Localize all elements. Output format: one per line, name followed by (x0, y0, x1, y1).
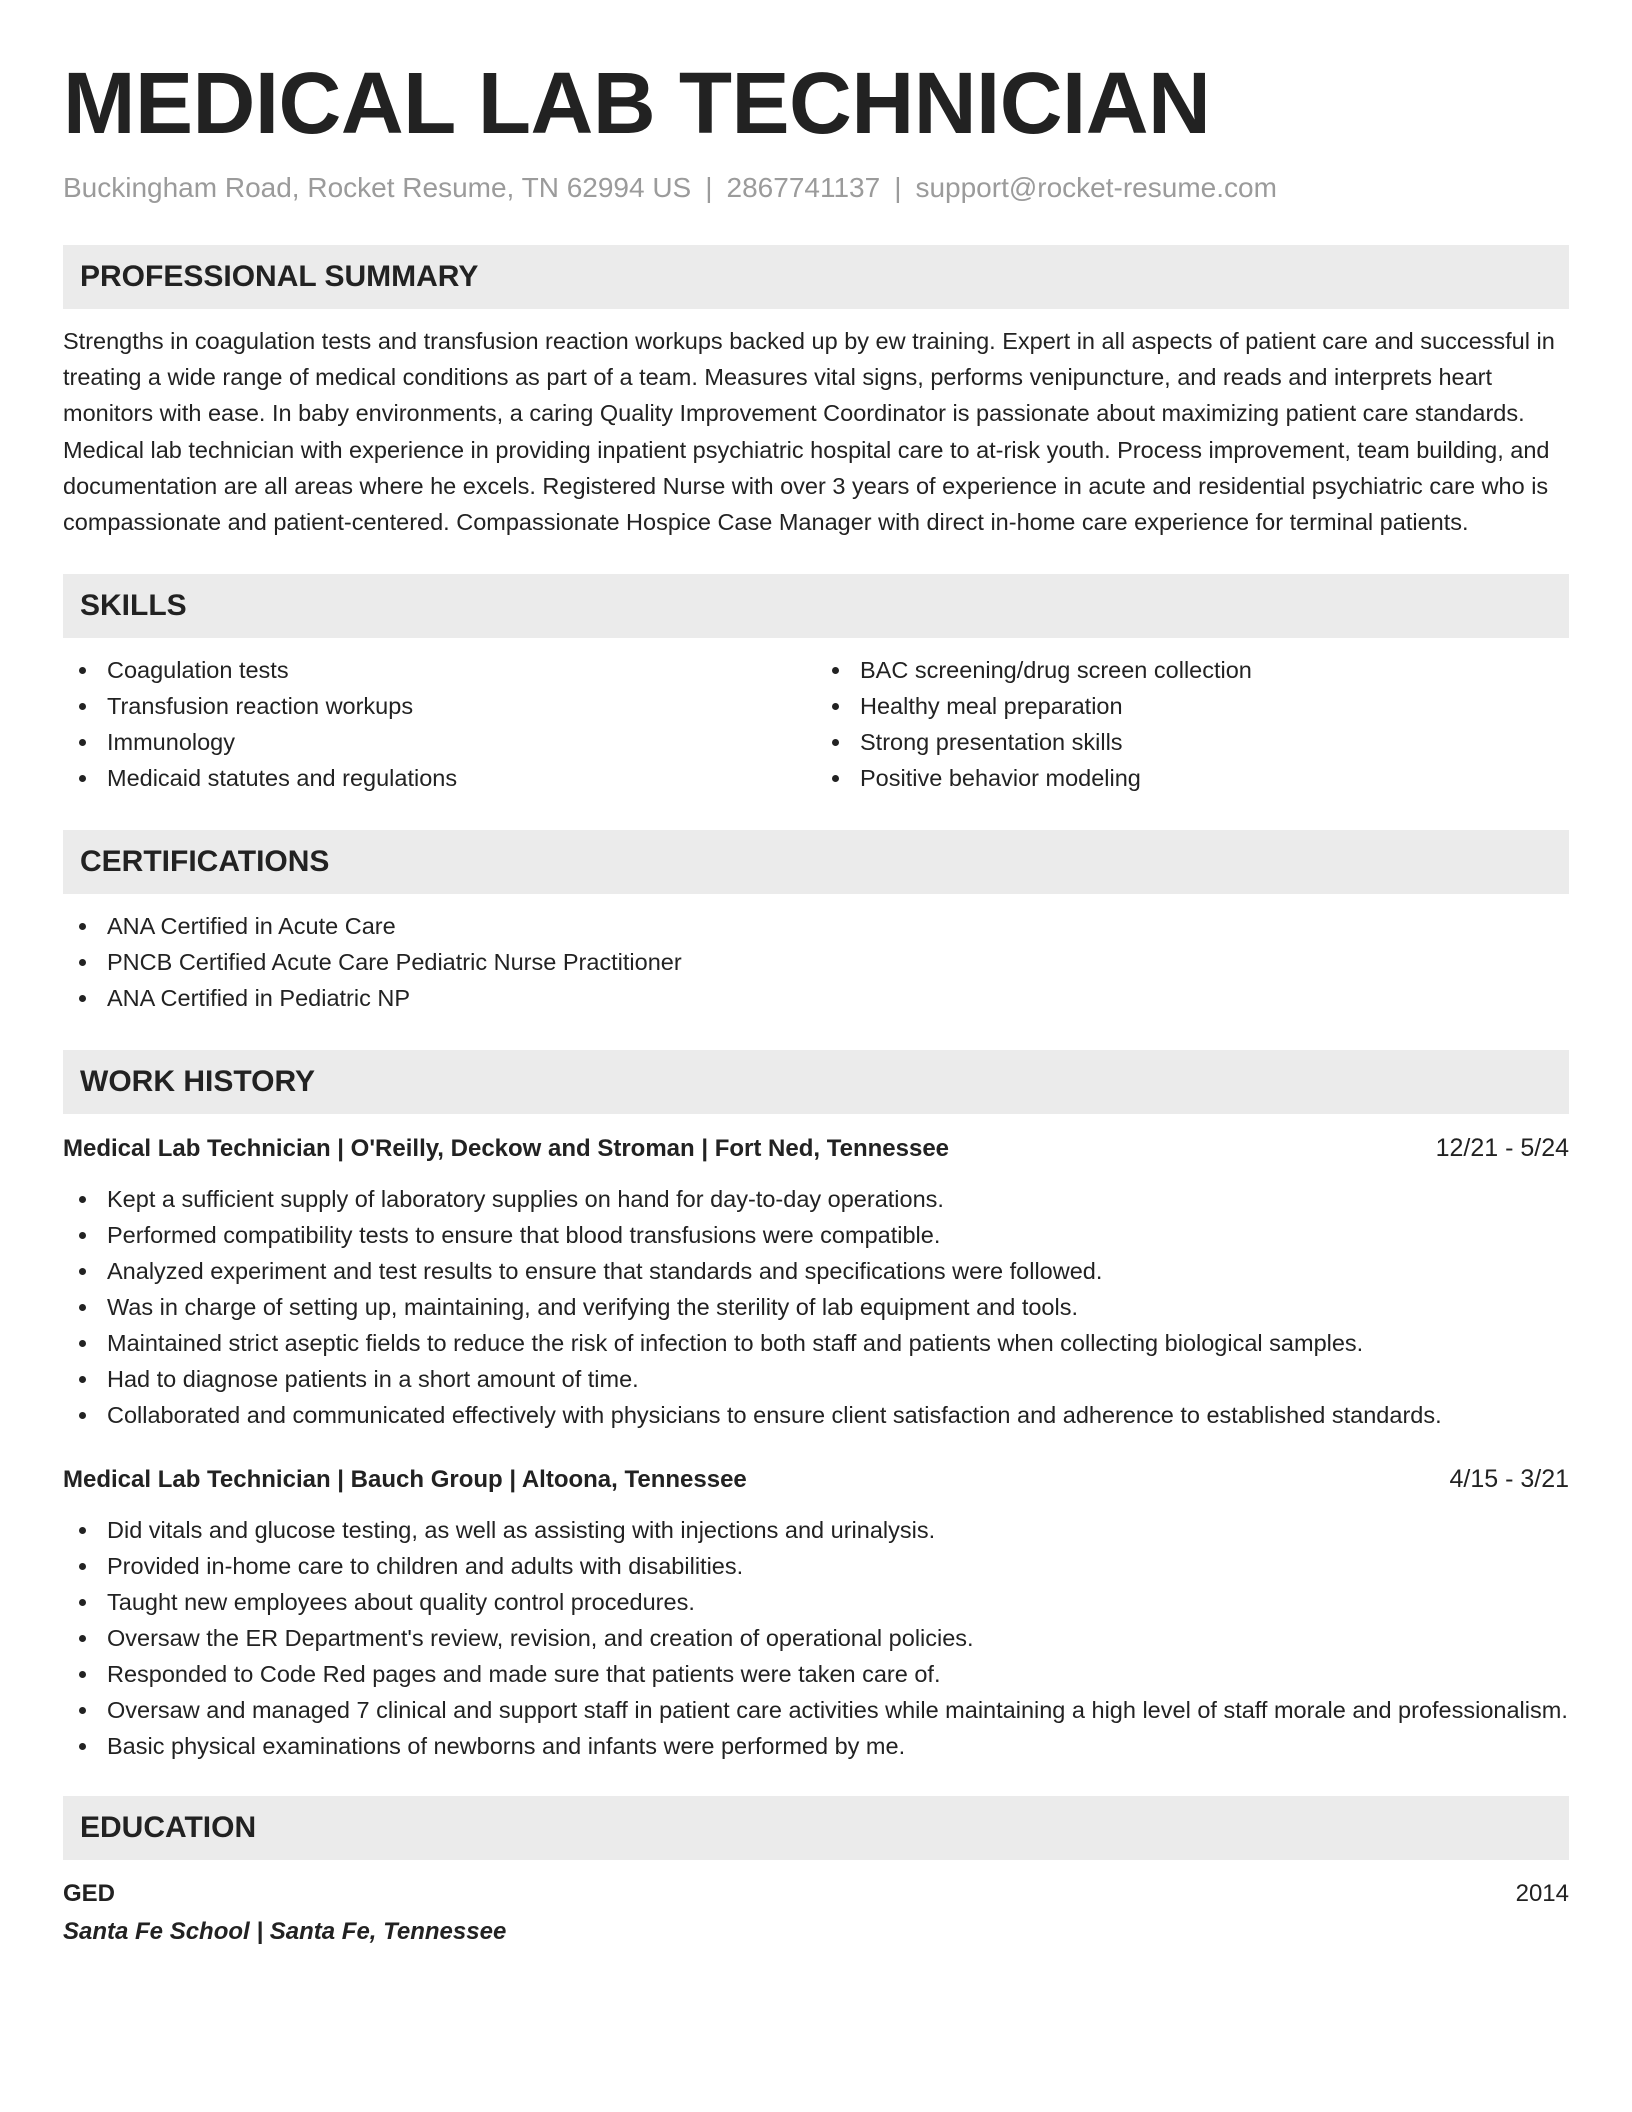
job-entry (63, 1128, 1569, 1433)
skill-item: BAC screening/drug screen collection (816, 652, 1569, 688)
skills-column-right (816, 652, 1569, 796)
job-bullet: Provided in-home care to children and adults with disabilities. (63, 1548, 1569, 1584)
skills-section (63, 574, 1569, 796)
education-degree: GED (63, 1880, 116, 1908)
skill-item: Coagulation tests (63, 652, 816, 688)
contact-line (63, 170, 1569, 206)
skill-item: Positive behavior modeling (816, 760, 1569, 796)
resume-name: MEDICAL LAB TECHNICIAN (63, 55, 1211, 152)
job-entry (63, 1459, 1569, 1764)
summary-heading: PROFESSIONAL SUMMARY (63, 245, 1569, 309)
job-bullet: Maintained strict aseptic fields to reduce the risk of infection to both staff and patients when collecting biological samples. (63, 1325, 1569, 1361)
certification-item: ANA Certified in Acute Care (63, 908, 1569, 944)
job-bullets (63, 1181, 1569, 1433)
skills-column-left (63, 652, 816, 796)
certification-item: ANA Certified in Pediatric NP (63, 980, 1569, 1016)
job-header (63, 1459, 1569, 1500)
contact-email: support@rocket-resume.com (915, 172, 1277, 203)
education-year: 2014 (1515, 1880, 1569, 1908)
certifications-list (63, 908, 1569, 1016)
job-bullet: Collaborated and communicated effectively with physicians to ensure client satisfaction and adherence to established standards. (63, 1397, 1569, 1433)
contact-phone: 2867741137 (726, 172, 881, 203)
job-bullet: Had to diagnose patients in a short amount of time. (63, 1361, 1569, 1397)
certification-item: PNCB Certified Acute Care Pediatric Nurse Practitioner (63, 944, 1569, 980)
skill-item: Medicaid statutes and regulations (63, 760, 816, 796)
education-school: Santa Fe School | Santa Fe, Tennessee (63, 1918, 507, 1946)
contact-address: Buckingham Road, Rocket Resume, TN 62994 US (63, 172, 692, 203)
education-heading: EDUCATION (63, 1796, 1569, 1860)
summary-text: Strengths in coagulation tests and transfusion reaction workups backed up by ew training. Expert in all aspects of patient care and successful in treating a wide range of medical conditions as part of a team. Measures vital signs, performs venipuncture, and reads and interprets heart monitors with ease. In baby environments, a caring Quality Improvement Coordinator is passionate about maximizing patient care standards. Medical lab technician with experience in providing inpatient psychiatric hospital care to at-risk youth. Process improvement, team building, and documentation are all areas where he excels. Registered Nurse with over 3 years of experience in acute and residential psychiatric care who is compassionate and patient-centered. Compassionate Hospice Case Manager with direct in-home care experience for terminal patients. (63, 328, 1555, 536)
skill-item: Strong presentation skills (816, 724, 1569, 760)
job-bullet: Did vitals and glucose testing, as well as assisting with injections and urinalysis. (63, 1512, 1569, 1548)
work-history-section (63, 1050, 1569, 1764)
job-bullet: Oversaw the ER Department's review, revision, and creation of operational policies. (63, 1620, 1569, 1656)
contact-separator: | (894, 172, 902, 203)
skill-item: Immunology (63, 724, 816, 760)
education-header (63, 1874, 1569, 1914)
job-bullet: Basic physical examinations of newborns and infants were performed by me. (63, 1728, 1569, 1764)
job-bullets (63, 1512, 1569, 1764)
job-dates: 12/21 - 5/24 (1435, 1134, 1569, 1163)
job-bullet: Kept a sufficient supply of laboratory supplies on hand for day-to-day operations. (63, 1181, 1569, 1217)
skills-grid (63, 652, 1569, 796)
job-dates: 4/15 - 3/21 (1449, 1465, 1569, 1494)
job-bullet: Oversaw and managed 7 clinical and support staff in patient care activities while maintaining a high level of staff morale and professionalism. (63, 1692, 1569, 1728)
summary-section (63, 245, 1569, 540)
skill-item: Healthy meal preparation (816, 688, 1569, 724)
education-section (63, 1796, 1569, 1950)
job-title: Medical Lab Technician | Bauch Group | Altoona, Tennessee (63, 1466, 747, 1494)
certifications-section (63, 830, 1569, 1016)
job-bullet: Analyzed experiment and test results to ensure that standards and specifications were followed. (63, 1253, 1569, 1289)
job-bullet: Performed compatibility tests to ensure that blood transfusions were compatible. (63, 1217, 1569, 1253)
work-history-heading: WORK HISTORY (63, 1050, 1569, 1114)
certifications-heading: CERTIFICATIONS (63, 830, 1569, 894)
job-bullet: Responded to Code Red pages and made sure that patients were taken care of. (63, 1656, 1569, 1692)
skill-item: Transfusion reaction workups (63, 688, 816, 724)
contact-separator: | (705, 172, 713, 203)
skills-heading: SKILLS (63, 574, 1569, 638)
job-header (63, 1128, 1569, 1169)
job-title: Medical Lab Technician | O'Reilly, Deckow and Stroman | Fort Ned, Tennessee (63, 1135, 950, 1163)
job-bullet: Was in charge of setting up, maintaining, and verifying the sterility of lab equipment and tools. (63, 1289, 1569, 1325)
job-bullet: Taught new employees about quality control procedures. (63, 1584, 1569, 1620)
